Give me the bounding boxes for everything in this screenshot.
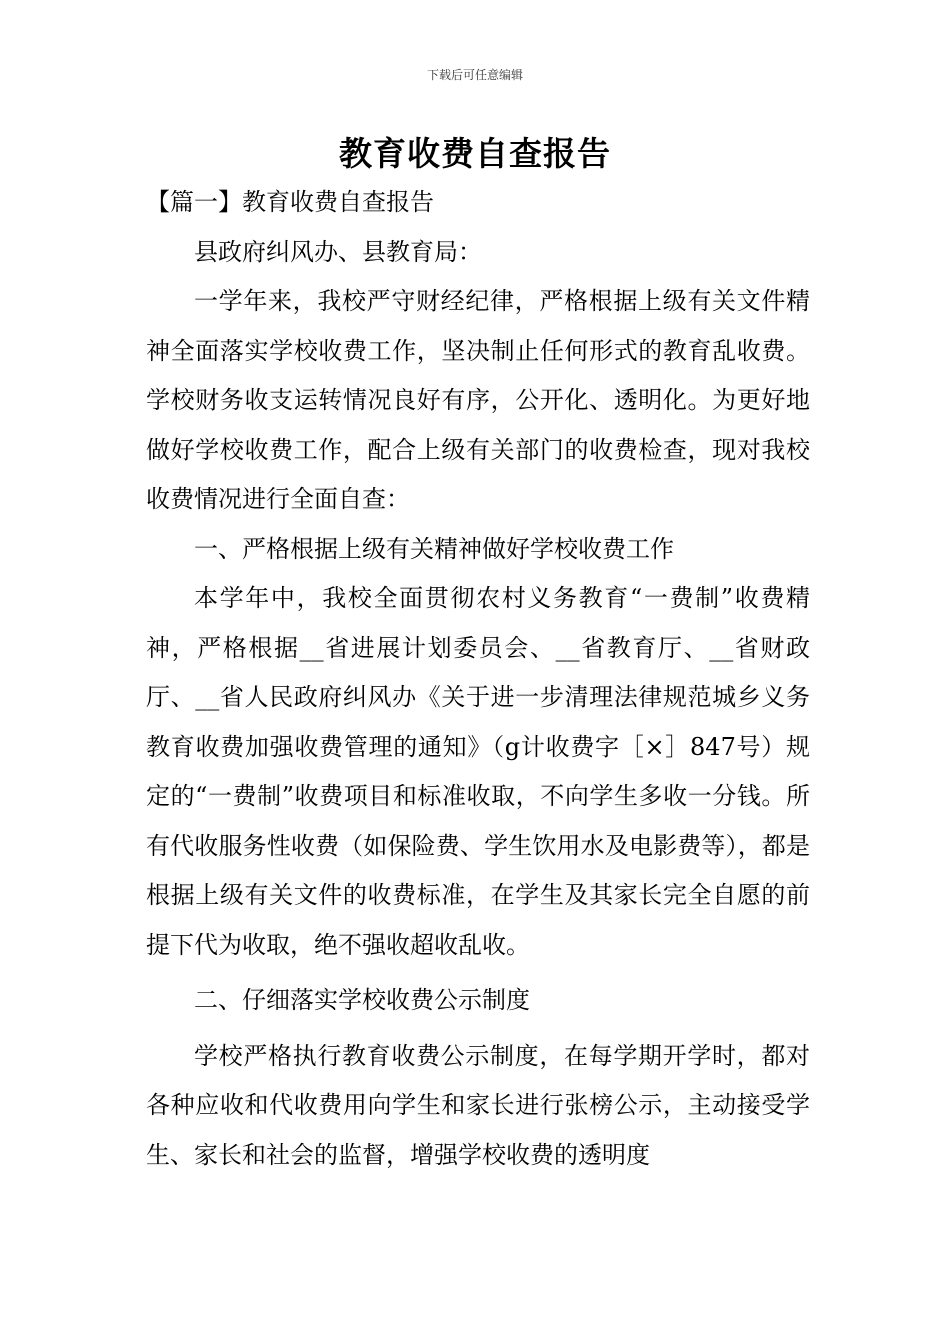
- heading-two: 二、仔细落实学校收费公示制度: [194, 986, 530, 1014]
- section-heading: 【篇一】教育收费自查报告: [146, 188, 434, 216]
- paragraph-disclosure: 学校严格执行教育收费公示制度，在每学期开学时，都对各种应收和代收费用向学生和家长进行张榜公示，主动接受学生、家长和社会的监督，增强学校收费的透明度: [146, 1041, 810, 1169]
- salutation: 县政府纠风办、县教育局：: [194, 237, 482, 266]
- paragraph-intro: 一学年来，我校严守财经纪律，严格根据上级有关文件精神全面落实学校收费工作，坚决制止任何形式的教育乱收费。学校财务收支运转情况良好有序，公开化、透明化。为更好地做好学校收费工作，配合上级有关部门的收费检查，现对我校收费情况进行全面自查：: [146, 287, 810, 513]
- document-body: [146, 178, 810, 1180]
- header-note: 下载后可任意编辑: [426, 68, 523, 82]
- heading-one: 一、严格根据上级有关精神做好学校收费工作: [194, 534, 674, 563]
- paragraph-fee-policy: 本学年中，我校全面贯彻农村义务教育“一费制”收费精神，严格根据__省进展计划委员会、__省教育厅、__省财政厅、__省人民政府纠风办《关于进一步清理法律规范城乡义务教育收费加强收费管理的通知》（g计收费字［×］847号）规定的“一费制”收费项目和标准收取，不向学生多收一分钱。所有代收服务性收费（如保险费、学生饮用水及电影费等），都是根据上级有关文件的收费标准，在学生及其家长完全自愿的前提下代为收取，绝不强收超收乱收。: [146, 584, 810, 959]
- document-title: 教育收费自查报告: [339, 134, 611, 173]
